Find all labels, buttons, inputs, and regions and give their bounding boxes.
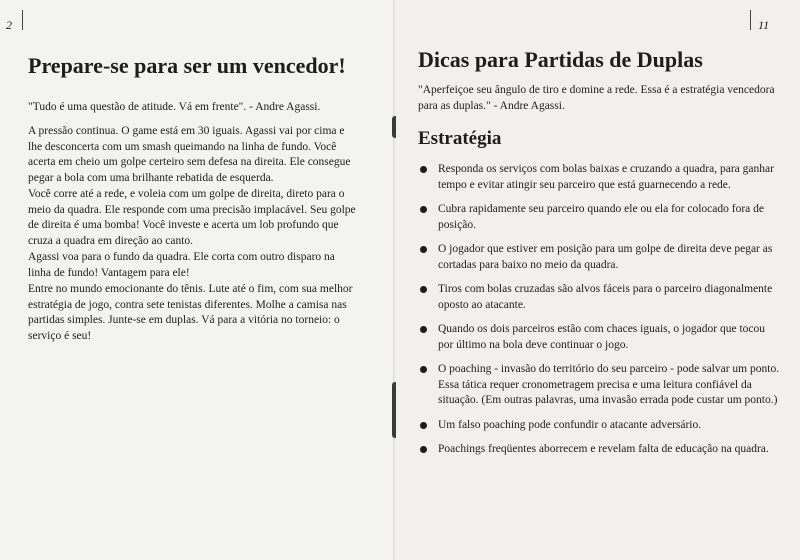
list-item xyxy=(418,442,780,458)
body-paragraph: Entre no mundo emocionante do tênis. Lute até o fim, com sua melhor estratégia de jogo, contra sete tenistas diferentes. Molhe a camisa nas partidas simples. Junte-se em duplas. Vá para a vitória no torneio: o serviço é seu! xyxy=(28,283,353,342)
page-title: Prepare-se para ser um vencedor! xyxy=(28,53,346,78)
section-heading: Estratégia xyxy=(418,128,502,149)
list-item-text: O jogador que estiver em posição para um golpe de direita deve pegar as cortadas para baixo no meio da quadra. xyxy=(438,243,773,271)
list-item xyxy=(418,282,780,313)
list-item xyxy=(418,242,780,273)
list-item xyxy=(418,418,780,434)
bullet-icon xyxy=(420,446,427,453)
quote-paragraph: "Tudo é uma questão de atitude. Vá em frente". - Andre Agassi. xyxy=(28,101,321,113)
list-item-text: Poachings freqüentes aborrecem e revelam falta de educação na quadra. xyxy=(438,443,769,455)
bullet-icon xyxy=(420,206,427,213)
list-item-text: O poaching - invasão do território do seu parceiro - pode salvar um ponto. Essa tática requer cronometragem precisa e uma leitura confiável da situação. (Em outras palavras, uma invasão errada pode custar um ponto.) xyxy=(438,363,780,406)
header-rule xyxy=(750,10,751,30)
list-item-text: Cubra rapidamente seu parceiro quando ele ou ela for colocado fora de posição. xyxy=(438,203,765,231)
body-paragraph: A pressão continua. O game está em 30 iguais. Agassi vai por cima e lhe desconcerta com um smash queimando na linha de fundo. Você acerta em cheio um golpe certeiro sem defesa na direita. Ele consegue pegar a bola com uma brilhante rebatida de esquerda. xyxy=(28,125,351,184)
strategy-list xyxy=(418,162,780,467)
left-page xyxy=(0,0,396,560)
page-number: 11 xyxy=(758,18,770,32)
list-item-text: Responda os serviços com bolas baixas e cruzando a quadra, para ganhar tempo e evitar atingir seu parceiro que está guarnecendo a rede. xyxy=(438,163,774,191)
list-item xyxy=(418,162,780,193)
bullet-icon xyxy=(420,246,427,253)
bullet-icon xyxy=(420,326,427,333)
list-item xyxy=(418,362,780,409)
bullet-icon xyxy=(420,166,427,173)
quote-paragraph: "Aperfeiçoe seu ângulo de tiro e domine a rede. Essa é a estratégia vencedora para as duplas." - Andre Agassi. xyxy=(418,84,775,112)
list-item xyxy=(418,322,780,353)
body-paragraph: Você corre até a rede, e voleia com um golpe de direita, direto para o meio da quadra. Ele responde com uma precisão implacável. Seu golpe de direita é uma bomba! Você investe e acerta um lob profundo que cruza a quadra em direção ao canto. xyxy=(28,188,356,247)
bullet-icon xyxy=(420,366,427,373)
right-page xyxy=(396,0,800,560)
list-item-text: Tiros com bolas cruzadas são alvos fáceis para o parceiro diagonalmente oposto ao atacante. xyxy=(438,283,773,311)
body-paragraph: Agassi voa para o fundo da quadra. Ele corta com outro disparo na linha de fundo! Vantagem para ele! xyxy=(28,251,335,279)
page-number: 2 xyxy=(6,18,12,32)
page-title: Dicas para Partidas de Duplas xyxy=(418,47,703,72)
list-item-text: Um falso poaching pode confundir o atacante adversário. xyxy=(438,418,702,431)
bullet-icon xyxy=(420,286,427,293)
list-item-text: Quando os dois parceiros estão com chaces iguais, o jogador que tocou por último na bola deve continuar o jogo. xyxy=(438,323,766,351)
list-item xyxy=(418,202,780,233)
header-rule xyxy=(22,10,23,30)
bullet-icon xyxy=(420,422,427,429)
